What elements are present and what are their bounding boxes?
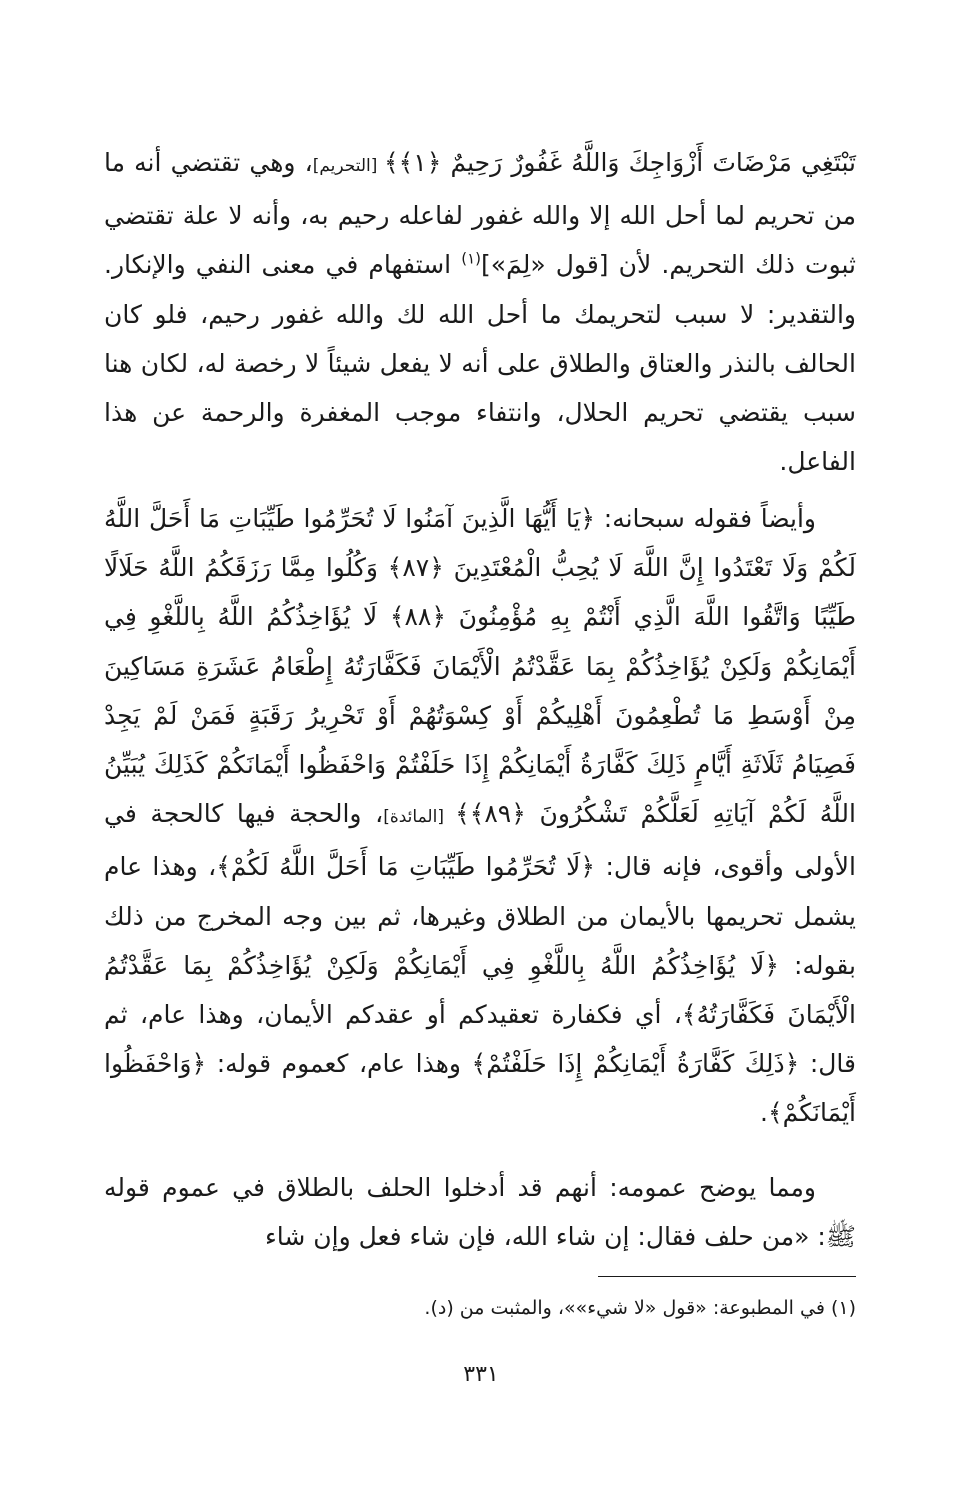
body-text: وأيضاً فقوله سبحانه: (595, 504, 817, 533)
surah-reference: [المائدة] (383, 807, 456, 828)
body-text: استفهام في معنى النفي والإنكار. والتقدير: لا سبب لتحريمك ما أحل الله لك والله غفور رحيم، فلو كان الحالف بالنذر والعتاق والطلاق على أنه لا يفعل شيئاً لا رخصة له، لكان هنا سبب يقتضي تحريم الحلال، وانتفاء موجب المغفرة والرحمة عن هذا الفاعل. (104, 250, 856, 477)
body-text: ، وهذا عام يشمل تحريمها بالأيمان من الطلاق وغيرها، ثم بين وجه المخرج من ذلك بقوله: (104, 852, 856, 980)
quran-verse: ﴿لَا تُحَرِّمُوا طَيِّبَاتِ مَا أَحَلَّ اللَّهُ لَكُمْ﴾ (216, 852, 596, 882)
paragraph-1 (104, 138, 856, 486)
paragraph-3 (104, 1163, 856, 1261)
quran-verse: ﴿يَا أَيُّهَا الَّذِينَ آمَنُوا لَا تُحَرِّمُوا طَيِّبَاتِ مَا أَحَلَّ اللَّهُ لَكُمْ وَلَا تَعْتَدُوا إِنَّ اللَّهَ لَا يُحِبُّ الْمُعْتَدِينَ ﴿٨٧﴾ وَكُلُوا مِمَّا رَزَقَكُمُ اللَّهُ حَلَالًا طَيِّبًا وَاتَّقُوا اللَّهَ الَّذِي أَنْتُمْ بِهِ مُؤْمِنُونَ ﴿٨٨﴾ لَا يُؤَاخِذُكُمُ اللَّهُ بِاللَّغْوِ فِي أَيْمَانِكُمْ وَلَكِنْ يُؤَاخِذُكُمْ بِمَا عَقَّدْتُمُ الْأَيْمَانَ فَكَفَّارَتُهُ إِطْعَامُ عَشَرَةِ مَسَاكِينَ مِنْ أَوْسَطِ مَا تُطْعِمُونَ أَهْلِيكُمْ أَوْ كِسْوَتُهُمْ أَوْ تَحْرِيرُ رَقَبَةٍ فَمَنْ لَمْ يَجِدْ فَصِيَامُ ثَلَاثَةِ أَيَّامٍ ذَلِكَ كَفَّارَةُ أَيْمَانِكُمْ إِذَا حَلَفْتُمْ وَاحْفَظُوا أَيْمَانَكُمْ كَذَلِكَ يُبَيِّنُ اللَّهُ لَكُمْ آيَاتِهِ لَعَلَّكُمْ تَشْكُرُونَ ﴿٨٩﴾﴾ (104, 504, 857, 829)
body-text: ومما يوضح عمومه: أنهم قد أدخلوا الحلف بالطلاق في عموم قوله ﷺ: «من حلف فقال: إن شاء الله، فإن شاء فعل وإن شاء (104, 1173, 856, 1252)
footnote: (١) في المطبوعة: «قول «لا شيء»»، والمثبت من (د). (424, 1297, 856, 1319)
body-text: ، أي فكفارة تعقيدكم أو عقدكم الأيمان، وهذا عام، ثم قال: (104, 1000, 856, 1079)
quran-verse: ﴿لَا يُؤَاخِذُكُمُ اللَّهُ بِاللَّغْوِ فِي أَيْمَانِكُمْ وَلَكِنْ يُؤَاخِذُكُمْ بِمَا عَقَّدْتُمُ الْأَيْمَانَ فَكَفَّارَتُهُ﴾ (104, 950, 856, 1030)
surah-reference: [التحريم] (312, 156, 384, 176)
page-number: ٣٣١ (463, 1362, 499, 1387)
body-text: ، والحجة فيها كالحجة في الأولى وأقوى، فإنه قال: (104, 799, 856, 882)
body-text: . (760, 1098, 768, 1128)
quran-verse: تَبْتَغِي مَرْضَاتَ أَزْوَاجِكَ وَاللَّهُ غَفُورٌ رَحِيمٌ ﴿١﴾﴾ (383, 148, 856, 177)
footnote-marker: (١) (461, 250, 482, 269)
quran-verse: ﴿وَاحْفَظُوا أَيْمَانَكُمْ﴾ (104, 1049, 856, 1128)
body-text: ، وهي تقتضي أنه ما من تحريم لما أحل الله إلا والله غفور لفاعله رحيم به، وأنه لا علة تقتضي ثبوت ذلك التحريم. لأن [قول «لِمَ»] (104, 148, 857, 280)
footnote-separator (598, 1276, 856, 1277)
quran-verse: ﴿ذَلِكَ كَفَّارَةُ أَيْمَانِكُمْ إِذَا حَلَفْتُمْ﴾ (471, 1049, 800, 1079)
paragraph-2 (104, 494, 856, 1138)
body-text: وهذا عام، كعموم قوله: (206, 1049, 472, 1079)
